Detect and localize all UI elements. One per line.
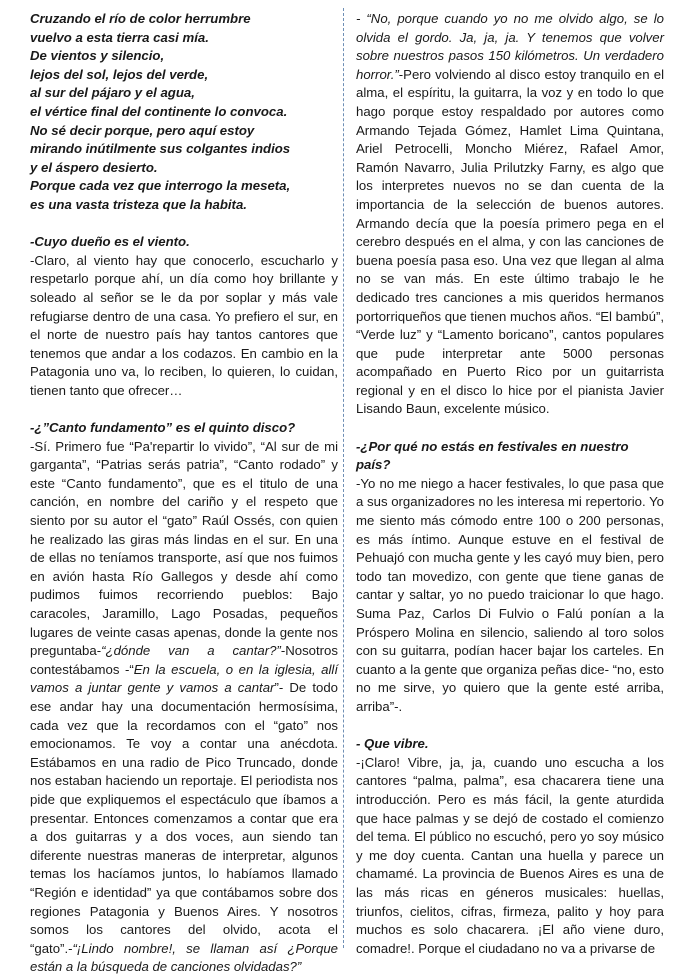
- answer-paragraph: -Claro, al viento hay que conocerlo, escucharlo y respetarlo porque ahí, un día como hoy brillante y soleado al señor se le da por soplar y más vale refugiarse dentro de una casa. Yo prefiero el sur, en el norte de nuestro país hay tantos cantores que tenemos que andar a los codazos. En cambio en la Patagonia uno va, lo reciben, lo quieren, lo cuidan, tienen tanto que ofrecer…: [30, 252, 338, 398]
- answer-text: -Sí. Primero fue “Pa'repartir lo vivido”, “Al sur de mi garganta”, “Patrias serás patria”, “Canto rodado” y este “Canto fundamento”, que es el titulo de una canción, en nombre del cariño y el respeto que siento por su autor el “gato” Raúl Ossés, con quien he realizado las giras más lindas en el sur. En una de ellas no teníamos transporte, así que nos fuimos en avión hasta Río Gallegos y desde ahí como pudimos fuimos recorriendo pueblos: Bajo caracoles, Jaramillo, Lago Posadas, pequeños lugares de veinte casas apenas, donde la gente nos preguntaba-: [30, 438, 338, 659]
- poem-line: es una vasta tristeza que la habita.: [30, 196, 247, 212]
- poem-line: vuelvo a esta tierra casi mía.: [30, 29, 209, 45]
- question-heading: -¿”Canto fundamento” es el quinto disco?: [30, 420, 296, 436]
- quote-italic: “¿dónde van a cantar?”: [101, 643, 281, 659]
- answer-paragraph: -¡Claro! Vibre, ja, ja, cuando uno escucha a los cantores “palma, palma”, esa chacarera tiene una introducción. Pero es más fácil, la gente aturdida que hace palmas y se dejó de costado el comienzo del tema. El público no escuchó, pero yo soy músico y me doy cuenta. Cantan una huella y parece un chamamé. La provincia de Buenos Aires es una de las más ricas en géneros musicales: huellas, triunfos, cielitos, cifras, firmeza, palito y hoy para muchos es solo chacarera. ¡El año viene duro, comadre!. Porque el ciudadano no va a privarse de: [356, 754, 664, 956]
- left-column: [30, 10, 338, 977]
- answer-paragraph: -Yo no me niego a hacer festivales, lo que pasa que a sus organizadores no les interesa mi repertorio. Yo me siento más cómodo entre 100 o 200 personas, es más íntimo. Aunque estuve en el festival de Pehuajó con mucha gente y les cayó muy bien, pero todo tan movedizo, con gente que tiene ganas de cantar y saltar, yo no puedo traicionar lo que hago. Suma Paz, Carlos Di Fulvio o Falú ponían a la Próspero Molina en silencio, saliendo al toro solos con su guitarra, podían hacer bajar los carteles. En cuanto a la gente que organiza peñas dice- “no, esto no me sirve, yo quiero que la gente esté arriba, arriba”-.: [356, 475, 664, 714]
- answer-text: ”- De todo ese andar hay una documentación hermosísima, cada vez que la recordamos con el “gato” nos emocionamos. Te voy a contar una anécdota. Estábamos en una radio de Pico Truncado, donde nos estaban haciendo un reportaje. El periodista nos pide que expliquemos el espectáculo que íbamos a presentar. Entonces comenzamos a contar que era a dos guitarras y a dos voces, aun siendo tan diferente nuestras maneras de interpretar, algunos temas los hacíamos juntos, lo habíamos llamado “Región e identidad” ya que contábamos sobre dos regiones Patagonia y Buenos Aires. Y nosotros somos los cantores del olvido, acota el “gato”.-: [30, 680, 339, 956]
- quote-italic: En la escuela, o en la iglesia, allí vamos a juntar gente y vamos a cantar: [30, 661, 338, 696]
- right-column: [356, 10, 664, 958]
- answer-paragraph: [356, 10, 664, 419]
- poem-line: mirando inútilmente sus colgantes indios: [30, 141, 291, 157]
- poem-line: lejos del sol, lejos del verde,: [30, 66, 209, 82]
- poem-line: y el áspero desierto.: [30, 159, 158, 175]
- answer-text: -Pero volviendo al disco estoy tranquilo en el alma, el espíritu, la guitarra, la voz y en todo lo que hago porque estoy respaldado por autores como Armando Tejada Gómez, Hamlet Lima Quintana, Ariel Petrocelli, Moncho Miérez, Rafael Amor, Ramón Navarro, Julia Prilutzky Farny, es algo que los interpretes nuevos no se dan cuenta de la importancia de la selección de buenos autores. Armando decía que la poesía primero pega en el cerebro después en el alma, y con las canciones de buena poesía pasa eso. Una vez que llegan al alma no se van más. En este último trabajo le he dedicado tres canciones a mis queridos hermanos portorriqueños que tienen muchos años. “El bambú”, “Verde luz” y “Lamento boricano”, cantos populares que pude interpretar ante 5000 personas acompañado en Puerto Rico por un guitarrista regional y en el disco lo hice por el pianista Javier Lisando Baun, excelente músico.: [356, 66, 664, 417]
- poem: [30, 10, 338, 215]
- column-divider: [343, 8, 344, 948]
- quote-italic: - “No, porque cuando yo no me olvido algo, se lo olvida el gordo. Ja, ja, ja. Y tenemos que volver sobre nuestros pasos 150 kilómetros. Un verdadero horror.”: [356, 11, 664, 82]
- question-heading: - Que vibre.: [356, 736, 429, 752]
- poem-line: No sé decir porque, pero aquí estoy: [30, 122, 255, 138]
- poem-line: el vértice final del continente lo convoca.: [30, 103, 288, 119]
- poem-line: Cruzando el río de color herrumbre: [30, 11, 251, 26]
- question-heading: -Cuyo dueño es el viento.: [30, 234, 190, 250]
- poem-line: Porque cada vez que interrogo la meseta,: [30, 178, 291, 194]
- question-heading: -¿Por qué no estás en festivales en nuestro país?: [356, 438, 629, 473]
- quote-italic: “¡Lindo nombre!, se llaman así ¿Porque están a la búsqueda de canciones olvidadas?”: [30, 940, 338, 975]
- poem-line: al sur del pájaro y el agua,: [30, 85, 195, 101]
- answer-paragraph: [30, 438, 338, 977]
- poem-line: De vientos y silencio,: [30, 48, 165, 64]
- answer-text: -Nosotros contestábamos -“: [30, 643, 338, 677]
